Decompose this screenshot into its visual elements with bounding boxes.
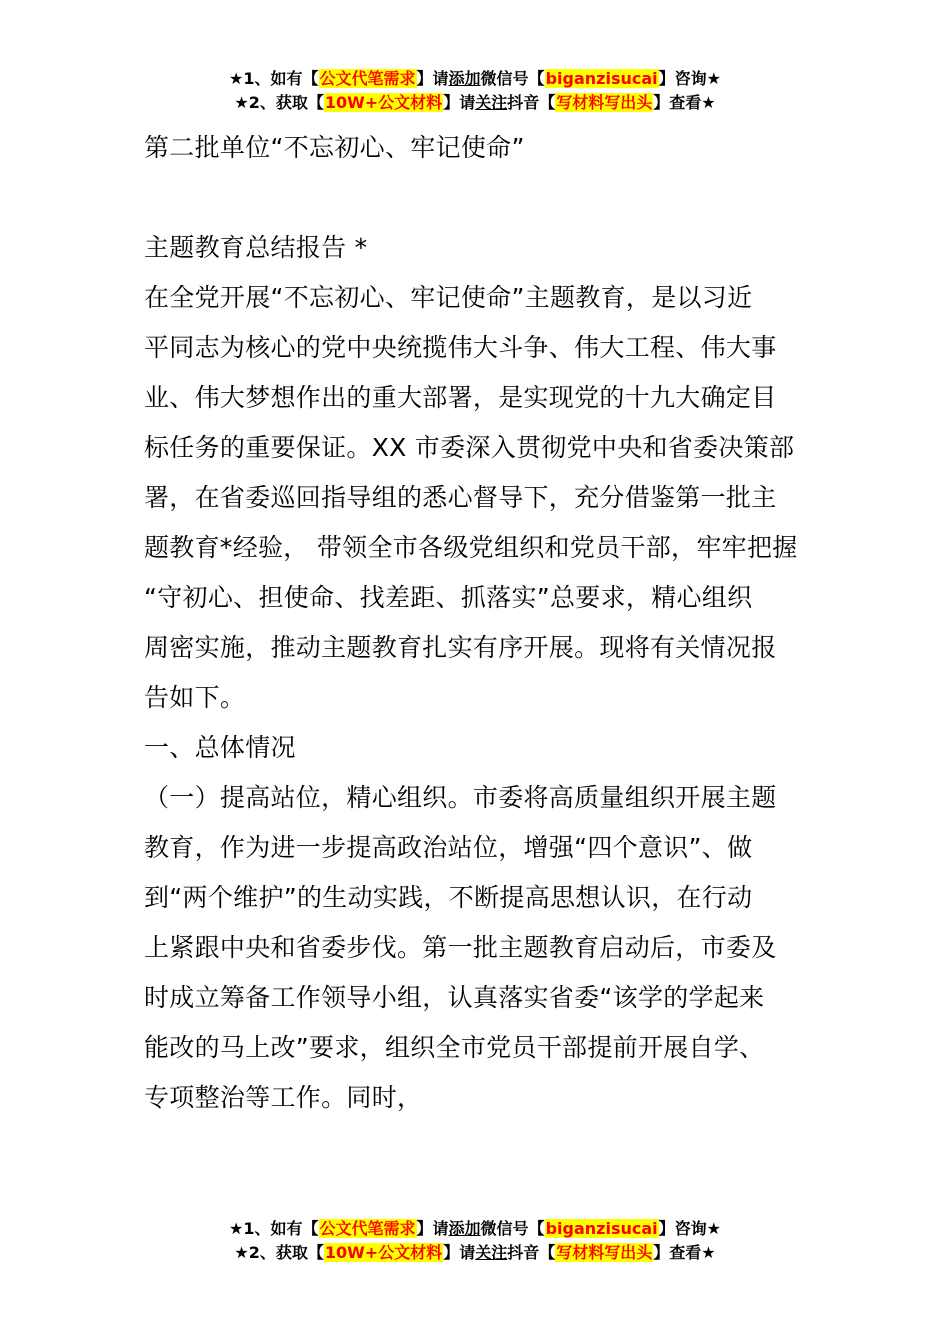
doc-line: 标任务的重要保证。XX 市委深入贯彻党中央和省委决策部 [144, 433, 795, 462]
banner-text: 】查看★ [653, 1243, 716, 1262]
doc-title-line-2: 主题教育总结报告 * [144, 233, 368, 262]
banner-underline: 关注 [475, 1243, 508, 1262]
doc-line: 告如下。 [144, 683, 246, 712]
banner-text: 】咨询★ [658, 69, 721, 88]
banner-underline: 关注 [475, 93, 508, 112]
doc-line: 题教育*经验， 带领全市各级党组织和党员干部，牢牢把握 [144, 533, 798, 562]
doc-line: 时成立筹备工作领导小组，认真落实省委“该学的学起来 [144, 983, 765, 1012]
doc-line: 平同志为核心的党中央统揽伟大斗争、伟大工程、伟大事 [144, 333, 777, 362]
banner-text: ★1、如有【 [229, 1219, 319, 1238]
banner-highlight: biganzisucai [545, 69, 658, 88]
banner-line-2 [0, 91, 950, 115]
banner-highlight: 10W+公文材料 [324, 1243, 443, 1262]
doc-line: （一）提高站位，精心组织。市委将高质量组织开展主题 [144, 783, 777, 812]
banner-line-2 [0, 1241, 950, 1265]
banner-text: 抖音【 [507, 93, 556, 112]
banner-highlight: 写材料写出头 [556, 1243, 653, 1262]
doc-line: 能改的马上改”要求，组织全市党员干部提前开展自学、 [144, 1033, 765, 1062]
header-banner [0, 67, 950, 115]
banner-line-1 [0, 1217, 950, 1241]
banner-text: 微信号【 [480, 69, 545, 88]
doc-line: 在全党开展“不忘初心、牢记使命”主题教育，是以习近 [144, 283, 753, 312]
banner-underline: 添加 [448, 1219, 481, 1238]
banner-text: ★2、获取【 [234, 1243, 324, 1262]
doc-line: 署，在省委巡回指导组的悉心督导下，充分借鉴第一批主 [144, 483, 777, 512]
banner-text: 微信号【 [480, 1219, 545, 1238]
doc-line: 到“两个维护”的生动实践，不断提高思想认识，在行动 [144, 883, 753, 912]
banner-highlight: 10W+公文材料 [324, 93, 443, 112]
banner-highlight: 公文代笔需求 [319, 1219, 416, 1238]
banner-underline: 添加 [448, 69, 481, 88]
banner-text: 抖音【 [507, 1243, 556, 1262]
banner-line-1 [0, 67, 950, 91]
doc-line: 上紧跟中央和省委步伐。第一批主题教育启动后，市委及 [144, 933, 777, 962]
banner-text: 】咨询★ [658, 1219, 721, 1238]
doc-line: “守初心、担使命、找差距、抓落实”总要求，精心组织 [144, 583, 753, 612]
banner-text: 】请 [416, 1219, 449, 1238]
banner-highlight: 写材料写出头 [556, 93, 653, 112]
footer-banner [0, 1217, 950, 1265]
doc-title-line-1: 第二批单位“不忘初心、牢记使命” [144, 133, 525, 162]
banner-text: 】查看★ [653, 93, 716, 112]
doc-line: 周密实施，推动主题教育扎实有序开展。现将有关情况报 [144, 633, 777, 662]
banner-text: ★2、获取【 [234, 93, 324, 112]
document-body [144, 123, 814, 1123]
banner-highlight: biganzisucai [545, 1219, 658, 1238]
banner-text: 】请 [443, 93, 476, 112]
banner-highlight: 公文代笔需求 [319, 69, 416, 88]
banner-text: 】请 [443, 1243, 476, 1262]
doc-line: 教育，作为进一步提高政治站位，增强“四个意识”、做 [144, 833, 753, 862]
banner-text: ★1、如有【 [229, 69, 319, 88]
section-heading: 一、总体情况 [144, 733, 296, 762]
doc-line: 业、伟大梦想作出的重大部署，是实现党的十九大确定目 [144, 383, 777, 412]
doc-line: 专项整治等工作。同时， [144, 1083, 423, 1112]
banner-text: 】请 [416, 69, 449, 88]
